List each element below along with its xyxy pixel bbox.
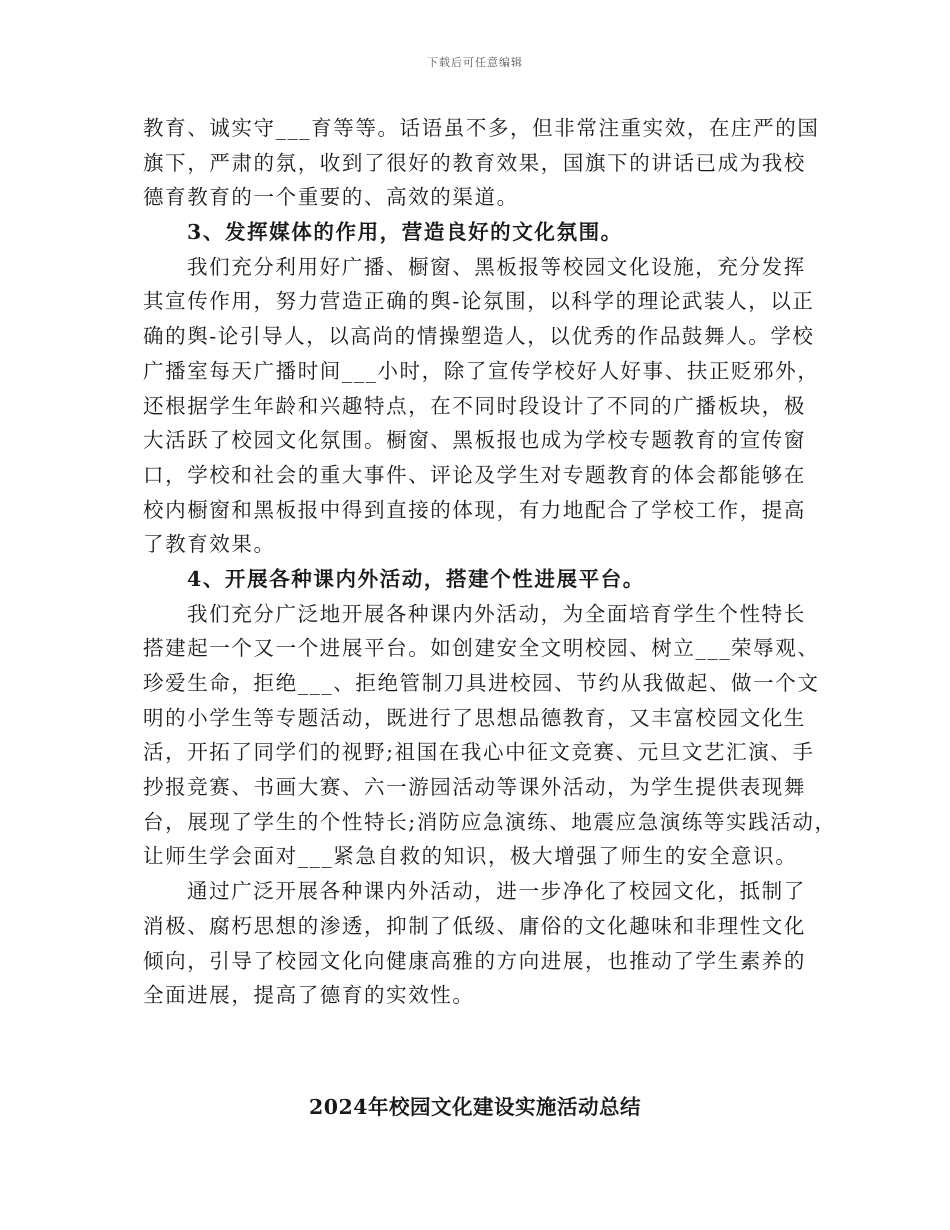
document-body: [143, 111, 837, 1013]
page-header-note: 下载后可任意编辑: [427, 56, 523, 69]
paragraph-line: 旗下，严肃的氛，收到了很好的教育效果，国旗下的讲话已成为我校: [143, 150, 806, 175]
paragraph-line: 搭建起一个又一个进展平台。如创建安全文明校园、树立___荣辱观、: [143, 636, 820, 661]
document-title: 2024年校园文化建设实施活动总结: [308, 1095, 642, 1119]
paragraph-line: 全面进展，提高了德育的实效性。: [143, 983, 475, 1008]
paragraph-line: 让师生学会面对___紧急自救的知识，极大增强了师生的安全意识。: [143, 844, 798, 869]
paragraph-line: 我们充分利用好广播、橱窗、黑板报等校园文化设施，充分发挥: [187, 254, 806, 279]
paragraph-line: 我们充分广泛地开展各种课内外活动，为全面培育学生个性特长: [187, 601, 806, 626]
paragraph-line: 校内橱窗和黑板报中得到直接的体现，有力地配合了学校工作，提高: [143, 497, 806, 522]
section-heading: 3、发挥媒体的作用，营造良好的文化氛围。: [187, 220, 623, 245]
paragraph-line: 德育教育的一个重要的、高效的渠道。: [143, 185, 519, 210]
paragraph-line: 台，展现了学生的个性特长;消防应急演练、地震应急演练等实践活动，: [143, 809, 837, 834]
paragraph-line: 倾向，引导了校园文化向健康高雅的方向进展，也推动了学生素养的: [143, 948, 806, 973]
paragraph-line: 抄报竞赛、书画大赛、六一游园活动等课外活动，为学生提供表现舞: [143, 775, 806, 800]
paragraph-line: 活，开拓了同学们的视野;祖国在我心中征文竞赛、元旦文艺汇演、手: [143, 740, 815, 765]
paragraph-line: 其宣传作用，努力营造正确的舆-论氛围，以科学的理论武装人，以正: [143, 289, 815, 314]
paragraph-line: 大活跃了校园文化氛围。橱窗、黑板报也成为学校专题教育的宣传窗: [143, 428, 806, 453]
paragraph-line: 口，学校和社会的重大事件、评论及学生对专题教育的体会都能够在: [143, 462, 806, 487]
paragraph-line: 明的小学生等专题活动，既进行了思想品德教育，又丰富校园文化生: [143, 705, 806, 730]
paragraph-line: 珍爱生命，拒绝___、拒绝管制刀具进校园、节约从我做起、做一个文: [143, 671, 820, 695]
paragraph-line: 通过广泛开展各种课内外活动，进一步净化了校园文化，抵制了: [187, 879, 806, 904]
paragraph-line: 了教育效果。: [143, 532, 276, 557]
paragraph-line: 广播室每天广播时间___小时，除了宣传学校好人好事、扶正贬邪外，: [143, 358, 820, 383]
paragraph-line: 教育、诚实守___育等等。话语虽不多，但非常注重实效，在庄严的国: [143, 116, 820, 140]
paragraph-line: 还根据学生年龄和兴趣特点，在不同时段设计了不同的广播板块，极: [143, 393, 806, 418]
paragraph-line: 消极、腐朽思想的渗透，抑制了低级、庸俗的文化趣味和非理性文化: [143, 913, 806, 938]
paragraph-line: 确的舆-论引导人，以高尚的情操塑造人，以优秀的作品鼓舞人。学校: [143, 324, 815, 349]
section-heading: 4、开展各种课内外活动，搭建个性进展平台。: [187, 566, 645, 591]
